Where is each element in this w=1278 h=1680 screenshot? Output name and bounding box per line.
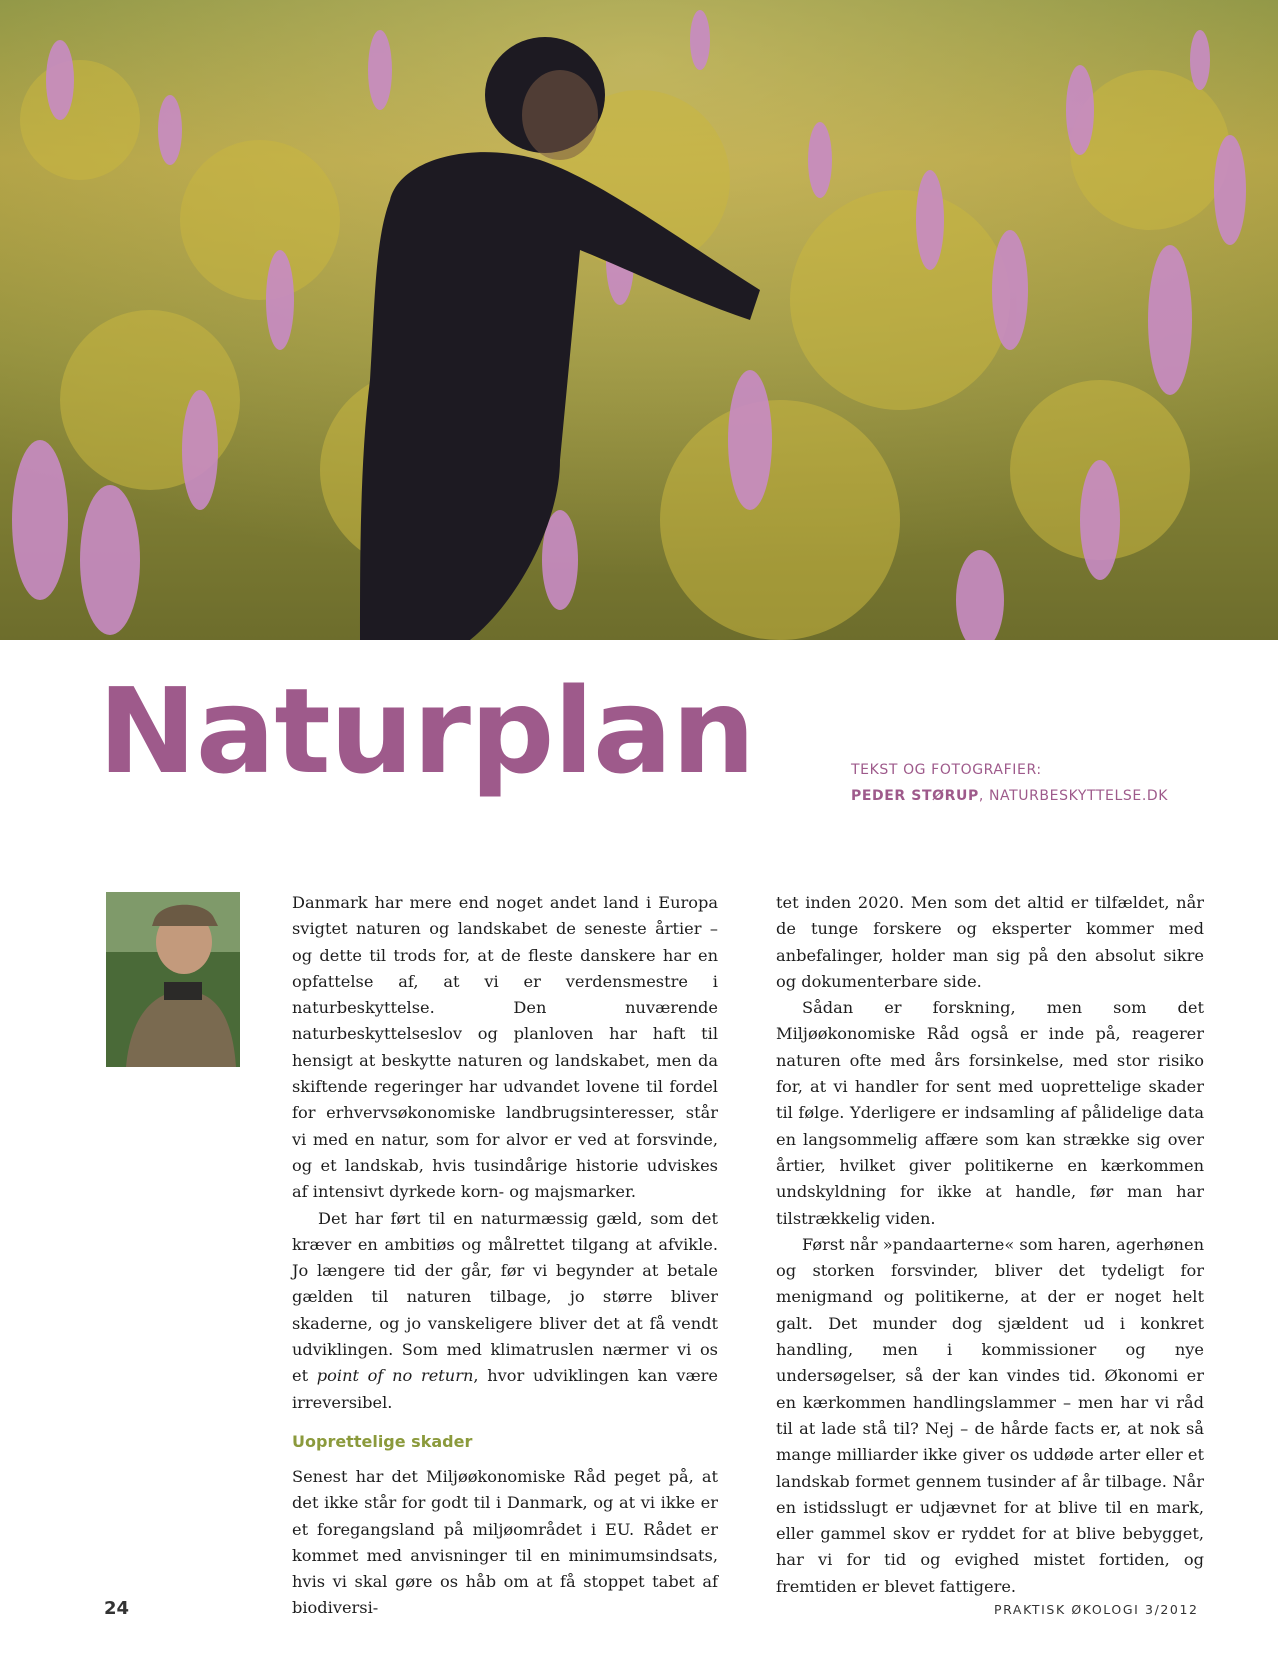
byline-label: TEKST OG FOTOGRAFIER: (851, 762, 1042, 778)
paragraph: Først når »pandaarterne« som haren, agerhønen og storken forsvinder, bliver det tydeligt for menigmand og politikerne, at der er noget helt galt. Det munder dog sjældent ud i konkret handling, men i kommissioner og nye undersøgelser, så der kan vindes tid. Økonomi er en kærkommen handlingslammer – men har vi råd til at lade stå til? Nej – de hårde facts er, at nok så mange milliarder ikke giver os uddøde arter eller et landskab formet gennem tusinder af år tilbage. Når en istidsslugt er udjævnet for at blive til en mark, eller gammel skov er ryddet for at blive bebygget, har vi for tid og evighed mistet fortiden, og fremtiden er blevet fattigere. (776, 1234, 1204, 1596)
paragraph (292, 1206, 718, 1416)
byline-separator: , (978, 788, 984, 804)
byline (851, 757, 1168, 809)
article-column-2 (776, 890, 1204, 1600)
byline-author: PEDER STØRUP (851, 788, 979, 804)
byline-author-line (851, 783, 1168, 809)
page-number: 24 (104, 1598, 130, 1619)
paragraph: Sådan er forskning, men som det Miljøøkonomiske Råd også er inde på, reagerer naturen ofte med års forsinkelse, med stor risiko for, at vi handler for sent med uoprettelige skader til følge. Yderligere er indsamling af pålidelige data en langsommelig affære som kan strække sig over årtier, hvilket giver politikerne en kærkommen undskyldning for ikke at handle, før man har tilstrækkelig viden. (776, 998, 1204, 1228)
byline-site: NATURBESKYTTELSE.DK (988, 788, 1169, 804)
article-title: Naturplan (98, 662, 755, 800)
paragraph-text: Det har ført til en naturmæssig gæld, som det kræver en ambitiøs og målrettet tilgang at afvikle. Jo længere tid der går, før vi begynder at betale gælden til naturen tilbage, jo større bliver skaderne, og jo vanskeligere bliver det at få vendt udviklingen. Som med klimatruslen nærmer vi os et (292, 1208, 718, 1386)
paragraph: Senest har det Miljøøkonomiske Råd peget på, at det ikke står for godt til i Danmark, og at vi ikke er et foregangsland på miljøområdet i EU. Rådet er kommet med anvisninger til en minimumsindsats, hvis vi skal gøre os håb om at få stoppet tabet af biodiversi- (292, 1466, 718, 1618)
article-column-1 (292, 890, 718, 1622)
section-heading: Uoprettelige skader (292, 1431, 473, 1451)
author-portrait (106, 892, 240, 1067)
paragraph: Danmark har mere end noget andet land i Europa svigtet naturen og landskabet de seneste årtier – og dette til trods for, at de fleste danskere har en opfattelse af, at vi er verdensmestre i naturbeskyttelse. Den nuværende naturbeskyttelseslov og planloven har haft til hensigt at beskytte naturen og landskabet, men da skiftende regeringer har udvandet lovene til fordel for erhvervsøkonomiske landbrugsinteresser, står vi med en natur, som for alvor er ved at forsvinde, og et landskab, hvis tusindårige historie udviskes af intensivt dyrkede korn- og majsmarker. (292, 893, 718, 1202)
italic-phrase: point of no return (316, 1366, 474, 1386)
meadow-illustration (0, 0, 1278, 640)
paragraph-text: , hvor udviklingen kan være irreversibel. (292, 1366, 718, 1412)
paragraph: tet inden 2020. Men som det altid er tilfældet, når de tunge forskere og eksperter kommer med anbefalinger, holder man sig på den absolut sikre og dokumenterbare side. (776, 893, 1204, 991)
hero-photo (0, 0, 1278, 640)
magazine-footer: PRAKTISK ØKOLOGI 3/2012 (994, 1602, 1199, 1617)
